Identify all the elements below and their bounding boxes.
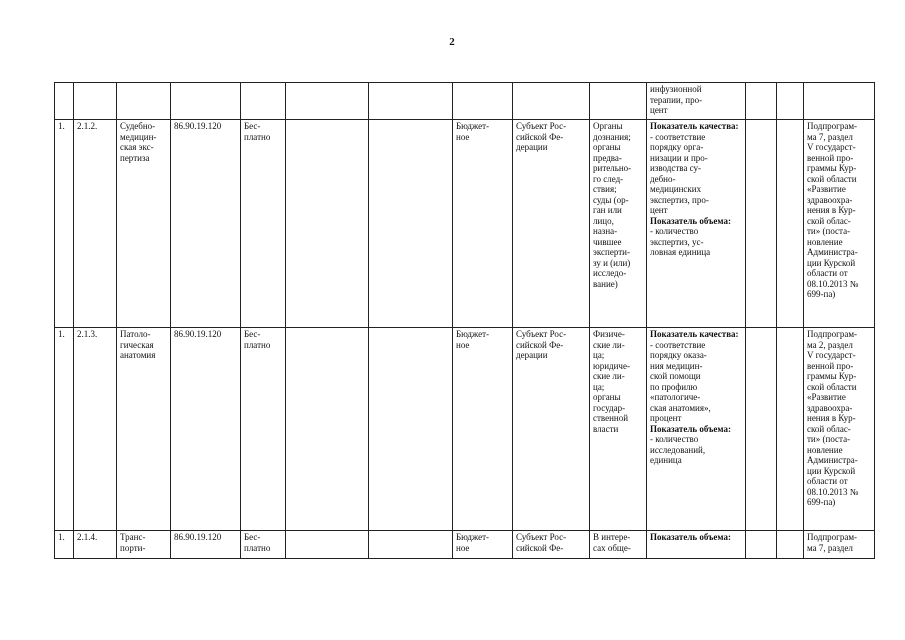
cell (369, 120, 453, 328)
page-number: 2 (449, 36, 455, 48)
cell-indicator: инфузионной терапии, про- цент (647, 83, 746, 120)
cell-num: 1. (55, 120, 74, 328)
cell (369, 83, 453, 120)
cell (746, 120, 777, 328)
cell (117, 83, 171, 120)
cell-indicators (647, 531, 746, 559)
cell (746, 83, 777, 120)
cell (777, 328, 804, 531)
cell-level: Субъект Рос- сийской Фе- дерации (513, 120, 590, 328)
volume-text: - количество исследований, единица (650, 434, 706, 465)
cell (804, 83, 875, 120)
quality-text: - соответствие порядку оказа- ния медицин- ской помощи по профилю «патологиче- ская анатомия», процент (650, 339, 711, 423)
cell-funding: Бюджет- ное (453, 120, 513, 328)
cell-consumers: Физиче- ские ли- ца; юридиче- ские ли- ца; органы государ- ственной власти (590, 328, 647, 531)
cell-funding: Бюджет- ное (453, 328, 513, 531)
cell-service-name: Судебно- медицин- ская экс- пертиза (117, 120, 171, 328)
cell-consumers: Органы дознания; органы предва- рительно- го след- ствия; суды (ор- ган или лицо, назна- чившее эксперти- зу и (или) исследо- вание) (590, 120, 647, 328)
cell-indicators (647, 328, 746, 531)
cell-code: 2.1.4. (74, 531, 117, 559)
quality-label: Показатель качества: (650, 329, 739, 339)
volume-label: Показатель объема: (650, 423, 731, 434)
table-row (55, 531, 875, 559)
cell (777, 83, 804, 120)
cell-num: 1. (55, 328, 74, 531)
cell-payment: Бес- платно (241, 328, 286, 531)
cell (55, 83, 74, 120)
cell-funding: Бюджет- ное (453, 531, 513, 559)
cell (513, 83, 590, 120)
cell-code: 2.1.2. (74, 120, 117, 328)
cell (746, 531, 777, 559)
cell-service-name: Патоло- гическая анатомия (117, 328, 171, 531)
table-row (55, 328, 875, 531)
cell (286, 83, 369, 120)
table-row (55, 83, 875, 120)
cell-indicators (647, 120, 746, 328)
services-table (54, 82, 875, 559)
cell-payment: Бес- платно (241, 120, 286, 328)
cell-level: Субъект Рос- сийской Фе- дерации (513, 328, 590, 531)
quality-text: - соответствие порядку орга- низации и про- изводства су- дебно- медицинских экспертиз, про- цент (650, 131, 709, 215)
cell (777, 531, 804, 559)
volume-label: Показатель объема: (650, 532, 731, 542)
cell (241, 83, 286, 120)
cell-code: 2.1.3. (74, 328, 117, 531)
volume-label: Показатель объема: (650, 215, 731, 226)
cell-consumers: В интере- сах обще- (590, 531, 647, 559)
cell (453, 83, 513, 120)
cell (369, 328, 453, 531)
cell-okved: 86.90.19.120 (171, 120, 241, 328)
cell (74, 83, 117, 120)
cell-legal-basis: Подпрограм- ма 7, раздел (804, 531, 875, 559)
table-row (55, 120, 875, 328)
cell-legal-basis: Подпрограм- ма 7, раздел V государст- венной про- граммы Кур- ской области «Развитие здравоохра- нения в Кур- ской облас- ти» (поста- новление Администра- ции Курской области от 08.10.2013 № 699-па) (804, 120, 875, 328)
cell-level: Субъект Рос- сийской Фе- (513, 531, 590, 559)
cell-service-name: Транс- порти- (117, 531, 171, 559)
cell-num: 1. (55, 531, 74, 559)
cell (286, 531, 369, 559)
cell-okved: 86.90.19.120 (171, 531, 241, 559)
cell-payment: Бес- платно (241, 531, 286, 559)
volume-text: - количество экспертиз, ус- ловная единица (650, 226, 711, 257)
cell (369, 531, 453, 559)
cell (746, 328, 777, 531)
cell (286, 328, 369, 531)
cell (590, 83, 647, 120)
cell (286, 120, 369, 328)
cell (171, 83, 241, 120)
cell-okved: 86.90.19.120 (171, 328, 241, 531)
quality-label: Показатель качества: (650, 121, 739, 131)
cell-legal-basis: Подпрограм- ма 2, раздел V государст- венной про- граммы Кур- ской области «Развитие здравоохра- нения в Кур- ской облас- ти» (поста- новление Администра- ции Курской области от 08.10.2013 № 699-па) (804, 328, 875, 531)
cell (777, 120, 804, 328)
